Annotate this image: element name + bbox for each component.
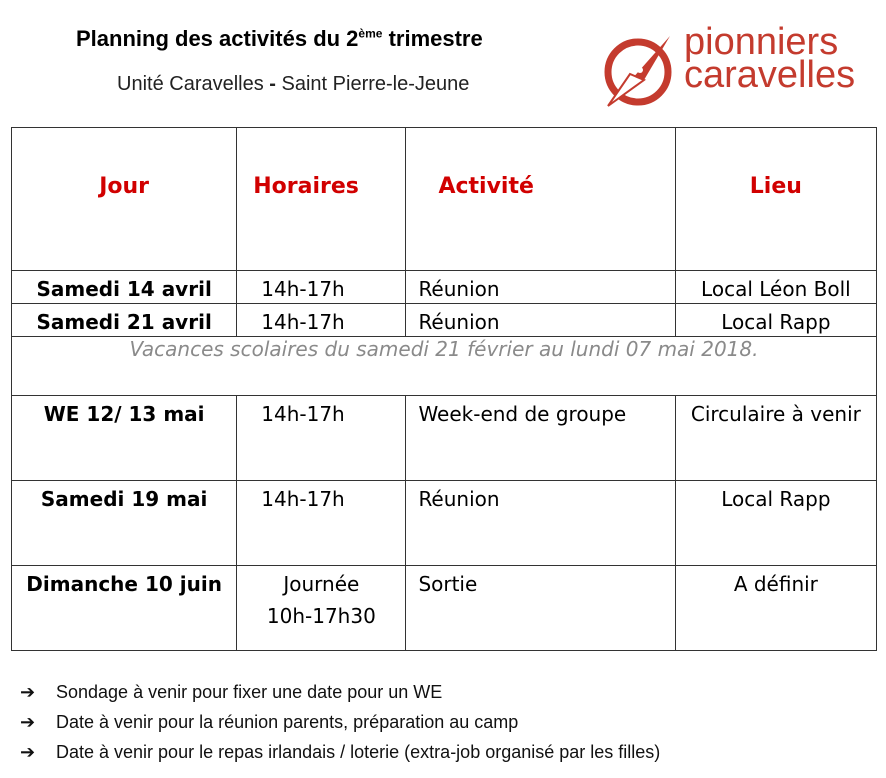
- header-label: Jour: [99, 174, 150, 199]
- logo-wordmark: [684, 21, 856, 96]
- table-row: [12, 304, 877, 337]
- subtitle-parish: Saint Pierre-le-Jeune: [275, 73, 470, 95]
- activite-text: Réunion: [418, 277, 500, 301]
- cell-horaires: [237, 304, 406, 337]
- header-label: Activité: [438, 174, 534, 199]
- cell-jour: [12, 271, 237, 304]
- cell-activite: [406, 304, 675, 337]
- horaires-text: 14h-17h: [261, 487, 345, 511]
- cell-activite: [406, 396, 675, 481]
- cell-lieu: [675, 566, 876, 651]
- horaires-text: 14h-17h: [261, 310, 345, 334]
- table-header-row: [12, 128, 877, 271]
- lieu-text: Circulaire à venir: [690, 402, 861, 426]
- header-horaires: [237, 128, 406, 271]
- table-row: [12, 566, 877, 651]
- cell-lieu: [675, 271, 876, 304]
- cell-jour: [12, 396, 237, 481]
- cell-activite: [406, 481, 675, 566]
- note-text: Date à venir pour le repas irlandais / loterie (extra-job organisé par les filles): [56, 741, 661, 762]
- logo-line-2: caravelles: [684, 54, 856, 96]
- activite-text: Réunion: [418, 310, 500, 334]
- cell-horaires: [237, 396, 406, 481]
- compass-icon: [600, 30, 682, 112]
- page-subtitle: [117, 73, 469, 96]
- title-text: Planning des activités du 2: [76, 26, 359, 51]
- horaires-line-2: 10h-17h30: [266, 604, 376, 628]
- title-superscript: ème: [358, 26, 383, 41]
- header-label: Lieu: [749, 174, 802, 199]
- lieu-text: Local Rapp: [721, 310, 831, 334]
- header-activite: [406, 128, 675, 271]
- list-item: [20, 677, 660, 707]
- title-end: trimestre: [382, 26, 483, 51]
- cell-jour: [12, 566, 237, 651]
- activite-text: Réunion: [418, 487, 500, 511]
- cell-lieu: [675, 481, 876, 566]
- cell-lieu: [675, 396, 876, 481]
- vacation-row: [12, 337, 877, 396]
- jour-text: Dimanche 10 juin: [26, 572, 222, 596]
- cell-activite: [406, 271, 675, 304]
- header-lieu: [675, 128, 876, 271]
- jour-text: Samedi 21 avril: [36, 310, 212, 334]
- lieu-text: Local Léon Boll: [701, 277, 851, 301]
- cell-jour: [12, 481, 237, 566]
- cell-horaires: [237, 271, 406, 304]
- header-jour: [12, 128, 237, 271]
- jour-text: Samedi 19 mai: [40, 487, 208, 511]
- arrow-right-icon: ➔: [20, 711, 36, 732]
- header-label: Horaires: [253, 174, 359, 199]
- table-row: [12, 481, 877, 566]
- cell-activite: [406, 566, 675, 651]
- pionniers-caravelles-logo: [600, 21, 870, 112]
- arrow-right-icon: ➔: [20, 741, 36, 762]
- activite-text: Sortie: [418, 572, 478, 596]
- arrow-right-icon: ➔: [20, 681, 36, 702]
- horaires-line-1: Journée: [283, 572, 360, 596]
- jour-text: Samedi 14 avril: [36, 277, 212, 301]
- cell-jour: [12, 304, 237, 337]
- table-row: [12, 271, 877, 304]
- activite-text: Week-end de groupe: [418, 402, 627, 426]
- note-text: Sondage à venir pour fixer une date pour un WE: [56, 681, 443, 702]
- table-row: [12, 396, 877, 481]
- page-title: [76, 26, 483, 52]
- cell-horaires: [237, 481, 406, 566]
- horaires-text: 14h-17h: [261, 277, 345, 301]
- jour-text: WE 12/ 13 mai: [43, 402, 205, 426]
- lieu-text: A définir: [733, 572, 818, 596]
- notes-list: [20, 677, 660, 767]
- list-item: [20, 707, 660, 737]
- vacation-note: Vacances scolaires du samedi 21 février au lundi 07 mai 2018.: [12, 337, 877, 396]
- horaires-text: [237, 566, 405, 628]
- logo-line-1: pionniers: [684, 21, 839, 63]
- horaires-text: 14h-17h: [261, 402, 345, 426]
- list-item: [20, 737, 660, 767]
- cell-lieu: [675, 304, 876, 337]
- subtitle-dash: -: [269, 73, 276, 95]
- cell-horaires: [237, 566, 406, 651]
- subtitle-unit: Unité Caravelles: [117, 73, 270, 95]
- note-text: Date à venir pour la réunion parents, préparation au camp: [56, 711, 519, 732]
- planning-table: [11, 127, 877, 651]
- lieu-text: Local Rapp: [721, 487, 831, 511]
